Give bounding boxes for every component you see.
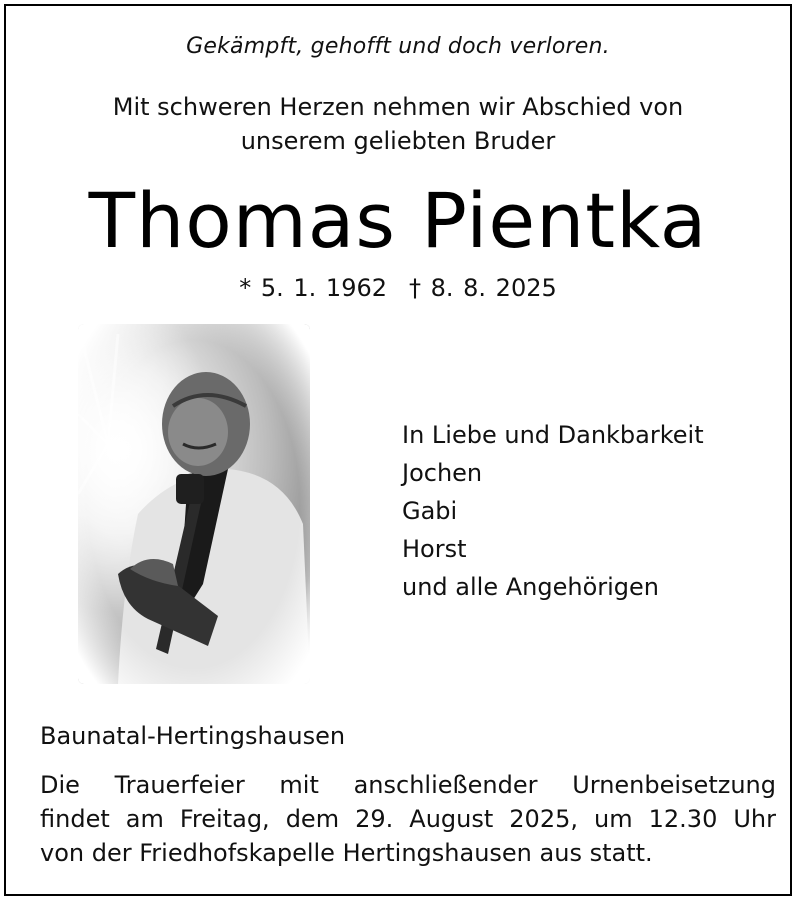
portrait-illustration: [78, 324, 310, 684]
motto: Gekämpft, gehofft und doch verloren.: [186, 34, 610, 59]
mourners-line: Gabi: [402, 497, 458, 525]
intro-line-1: Mit schweren Herzen nehmen wir Abschied von: [112, 93, 684, 121]
obituary-notice: [4, 4, 792, 896]
death-date: † 8. 8. 2025: [409, 274, 557, 302]
portrait-photo: [78, 324, 310, 684]
mourners-list: [402, 416, 704, 606]
birth-date: * 5. 1. 1962: [239, 274, 387, 302]
intro-text: [6, 90, 790, 158]
mourners-line: und alle Angehörigen: [402, 573, 659, 601]
mourners-line: Horst: [402, 535, 467, 563]
mourners-line: Jochen: [402, 459, 483, 487]
funeral-line: Die Trauerfeier mit anschließender Urnenbeisetzung: [40, 771, 776, 799]
funeral-line: von der Friedhofskapelle Hertingshausen aus statt.: [40, 839, 653, 867]
funeral-details: [40, 768, 776, 870]
life-dates: [6, 274, 790, 302]
deceased-name: Thomas Pientka: [88, 176, 708, 265]
funeral-line: findet am Freitag, dem 29. August 2025, um 12.30 Uhr: [40, 805, 776, 833]
mourners-line: In Liebe und Dankbarkeit: [402, 421, 704, 449]
place-name: Baunatal-Hertingshausen: [40, 722, 346, 750]
intro-line-2: unserem geliebten Bruder: [240, 127, 556, 155]
